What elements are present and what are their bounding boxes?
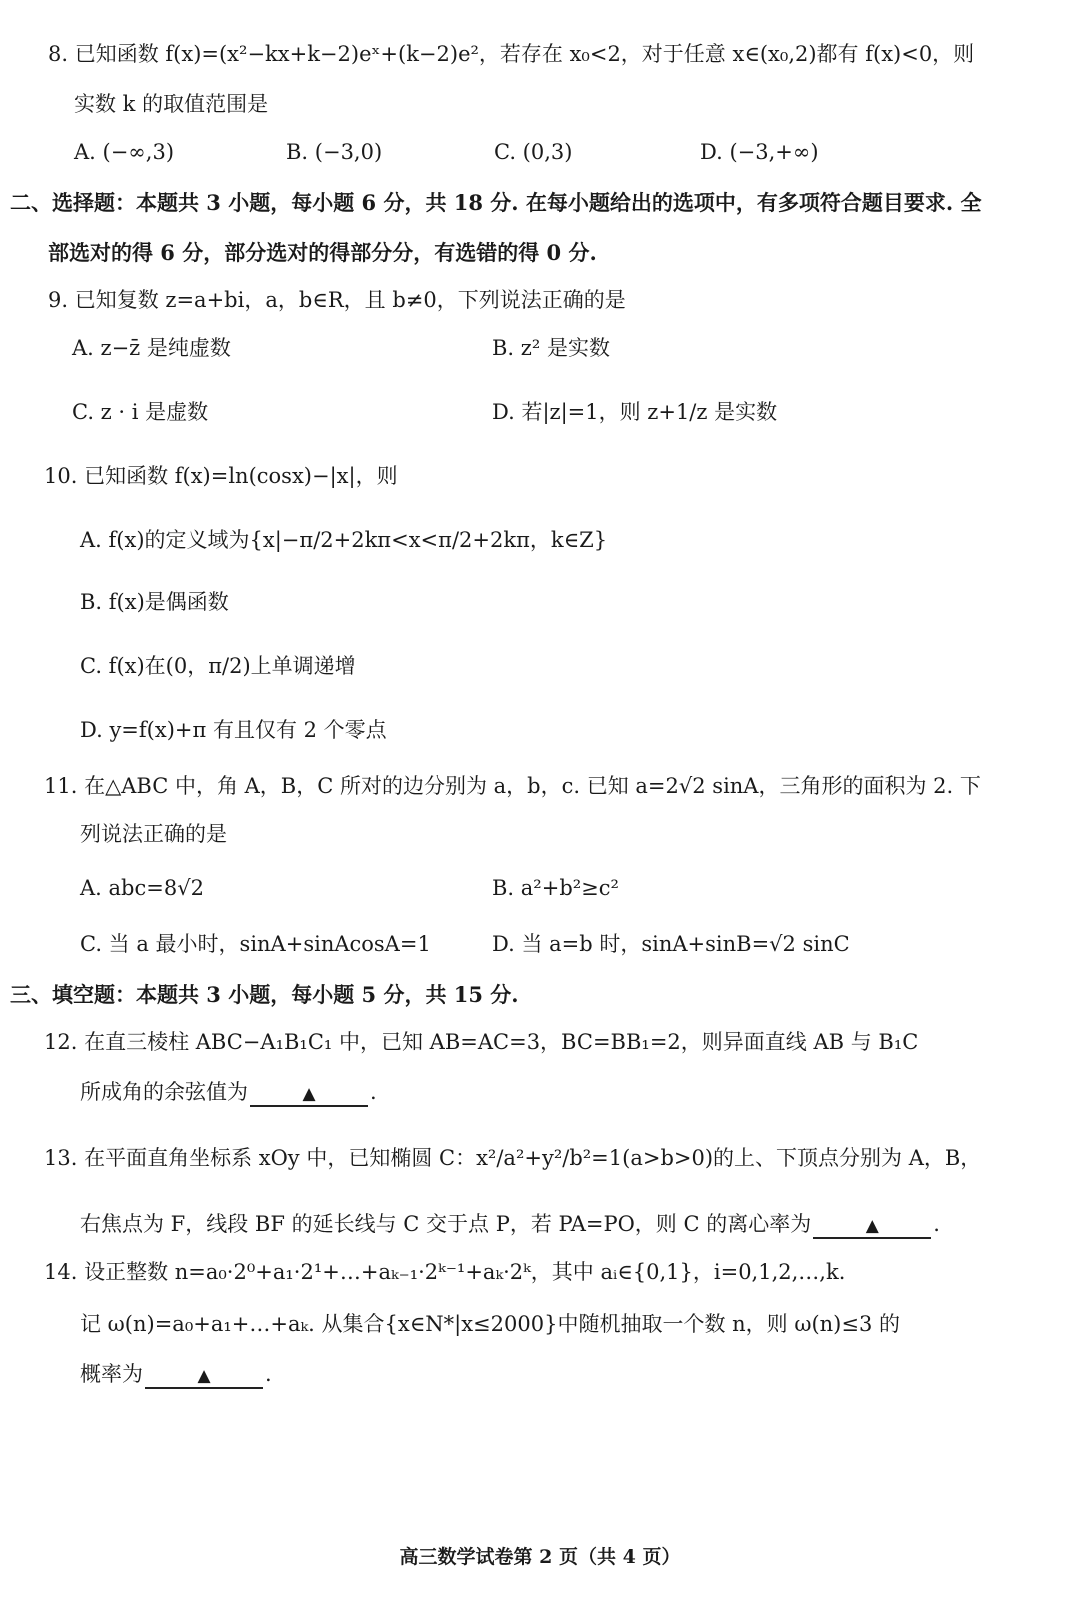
q10-option-b: B. f(x)是偶函数 <box>80 590 229 614</box>
q14-stem-line2: 记 ω(n)=a₀+a₁+…+aₖ. 从集合{x∈N*|x≤2000}中随机抽取一个数 n，则 ω(n)≤3 的 <box>80 1312 900 1336</box>
q8-option-c: C. (0,3) <box>494 140 573 164</box>
q8-option-b: B. (−3,0) <box>286 140 383 164</box>
q9-option-b: B. z² 是实数 <box>492 336 610 360</box>
q9-stem: 9. 已知复数 z=a+bi，a，b∈R，且 b≠0，下列说法正确的是 <box>48 288 626 312</box>
q11-option-d: D. 当 a=b 时，sinA+sinB=√2 sinC <box>492 932 850 956</box>
q12-answer-blank <box>250 1080 368 1107</box>
q8-stem-line2: 实数 k 的取值范围是 <box>74 92 269 116</box>
q14-answer-blank <box>145 1362 263 1389</box>
q14-end: . <box>265 1362 272 1386</box>
q11-stem-line2: 列说法正确的是 <box>80 822 227 846</box>
q14-stem-text: 概率为 <box>80 1362 143 1386</box>
q10-option-d: D. y=f(x)+π 有且仅有 2 个零点 <box>80 718 387 742</box>
answer-triangle-icon: ▲ <box>197 1366 211 1386</box>
q9-option-d: D. 若|z|=1，则 z+1/z 是实数 <box>492 400 778 424</box>
q10-option-a: A. f(x)的定义域为{x|−π/2+2kπ<x<π/2+2kπ，k∈Z} <box>80 528 608 552</box>
page-footer: 高三数学试卷第 2 页（共 4 页） <box>399 1546 681 1568</box>
section2-heading-cont: 部选对的得 6 分，部分选对的得部分分，有选错的得 0 分. <box>48 240 597 265</box>
q8-stem-line1: 8. 已知函数 f(x)=(x²−kx+k−2)eˣ+(k−2)e²，若存在 x₀<2，对于任意 x∈(x₀,2)都有 f(x)<0，则 <box>48 42 975 66</box>
q11-option-c: C. 当 a 最小时，sinA+sinAcosA=1 <box>80 932 431 956</box>
q8-option-d: D. (−3,+∞) <box>700 140 819 164</box>
q13-end: . <box>933 1212 940 1236</box>
q12-stem-line2 <box>80 1080 377 1107</box>
q11-option-a: A. abc=8√2 <box>80 876 204 900</box>
answer-triangle-icon: ▲ <box>865 1216 879 1236</box>
q13-stem-text: 右焦点为 F，线段 BF 的延长线与 C 交于点 P，若 PA=PO，则 C 的离心率为 <box>80 1212 812 1236</box>
q14-stem-line1: 14. 设正整数 n=a₀·2⁰+a₁·2¹+…+aₖ₋₁·2ᵏ⁻¹+aₖ·2ᵏ，其中 aᵢ∈{0,1}，i=0,1,2,…,k. <box>44 1260 846 1284</box>
q14-stem-line3 <box>80 1362 272 1389</box>
q13-stem-line1: 13. 在平面直角坐标系 xOy 中，已知椭圆 C：x²/a²+y²/b²=1(a>b>0)的上、下顶点分别为 A，B， <box>44 1146 982 1170</box>
answer-triangle-icon: ▲ <box>302 1084 316 1104</box>
q12-stem-line1: 12. 在直三棱柱 ABC−A₁B₁C₁ 中，已知 AB=AC=3，BC=BB₁=2，则异面直线 AB 与 B₁C <box>44 1030 919 1054</box>
q13-answer-blank <box>813 1212 931 1239</box>
q9-option-c: C. z · i 是虚数 <box>72 400 209 424</box>
q8-option-a: A. (−∞,3) <box>74 140 175 164</box>
q9-option-a: A. z−z̄ 是纯虚数 <box>72 336 231 360</box>
section3-heading: 三、填空题：本题共 3 小题，每小题 5 分，共 15 分. <box>10 982 519 1007</box>
q13-stem-line2 <box>80 1212 940 1239</box>
q10-option-c: C. f(x)在(0，π/2)上单调递增 <box>80 654 356 678</box>
q10-stem: 10. 已知函数 f(x)=ln(cosx)−|x|，则 <box>44 464 398 488</box>
q11-option-b: B. a²+b²≥c² <box>492 876 619 900</box>
q11-stem-line1: 11. 在△ABC 中，角 A，B，C 所对的边分别为 a，b，c. 已知 a=2√2 sinA，三角形的面积为 2. 下 <box>44 774 981 798</box>
q12-end: . <box>370 1080 377 1104</box>
section2-heading: 二、选择题：本题共 3 小题，每小题 6 分，共 18 分. 在每小题给出的选项中，有多项符合题目要求. 全 <box>10 190 982 215</box>
q12-stem-text: 所成角的余弦值为 <box>80 1080 248 1104</box>
